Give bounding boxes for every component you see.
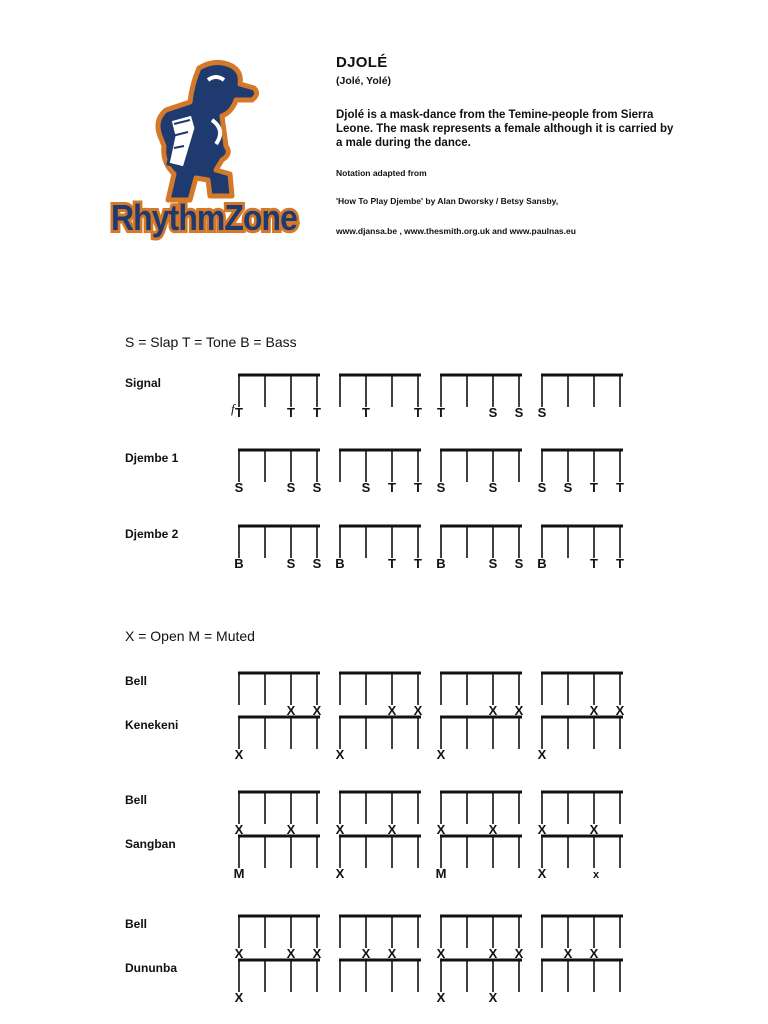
note-stroke: X xyxy=(436,822,446,837)
note-stroke: T xyxy=(616,480,624,495)
note-stroke: X xyxy=(335,866,345,881)
note-stroke: M xyxy=(233,866,245,881)
row-label: Sangban xyxy=(125,837,176,851)
note-stroke: X xyxy=(537,866,547,881)
note-stroke: X xyxy=(537,822,547,837)
note-stroke: X xyxy=(234,946,244,961)
note-stroke: X xyxy=(387,822,397,837)
rhythm-description: Djolé is a mask-dance from the Temine-people from Sierra Leone. The mask represents a female although it is carried by a male during the dance. xyxy=(336,109,674,149)
note-stroke: X xyxy=(286,946,296,961)
note-stroke: B xyxy=(537,556,547,571)
note-stroke: M xyxy=(435,866,447,881)
note-stroke: T xyxy=(362,405,370,420)
note-stroke: X xyxy=(361,946,371,961)
note-stroke: S xyxy=(312,480,322,495)
row-label: Bell xyxy=(125,917,148,931)
note-stroke: B xyxy=(335,556,345,571)
row-label: Djembe 2 xyxy=(125,527,179,541)
note-stroke: T xyxy=(388,556,396,571)
note-stroke: X xyxy=(563,946,573,961)
source-sites: www.djansa.be , www.thesmith.org.uk and www.paulnas.eu xyxy=(336,226,576,236)
note-stroke: S xyxy=(537,405,547,420)
note-stroke: X xyxy=(615,703,625,718)
note-stroke: X xyxy=(234,822,244,837)
note-stroke: X xyxy=(488,822,498,837)
note-stroke: B xyxy=(436,556,446,571)
forte-marker: f xyxy=(231,401,235,416)
note-stroke: X xyxy=(335,822,345,837)
note-stroke: X xyxy=(488,946,498,961)
note-stroke: T xyxy=(616,556,624,571)
row-label: Dununba xyxy=(125,961,177,975)
note-stroke: X xyxy=(436,946,446,961)
note-stroke: T xyxy=(287,405,295,420)
note-stroke: T xyxy=(235,405,243,420)
note-stroke: X xyxy=(335,747,345,762)
notation-note: Notation adapted from xyxy=(336,168,427,178)
note-stroke: T xyxy=(313,405,321,420)
note-stroke: X xyxy=(589,822,599,837)
page-subtitle: (Jolé, Yolé) xyxy=(336,75,392,87)
note-stroke: X xyxy=(436,747,446,762)
note-stroke: S xyxy=(361,480,371,495)
note-stroke: S xyxy=(488,480,498,495)
note-stroke: X xyxy=(436,990,446,1005)
row-label: Bell xyxy=(125,674,148,688)
note-stroke: T xyxy=(414,405,422,420)
legend-dunun: X = Open M = Muted xyxy=(125,628,255,644)
note-stroke: S xyxy=(234,480,244,495)
note-stroke: S xyxy=(286,480,296,495)
note-stroke: X xyxy=(312,946,322,961)
note-stroke: X xyxy=(514,946,524,961)
note-stroke: X xyxy=(589,703,599,718)
note-stroke: S xyxy=(514,556,524,571)
note-stroke: X xyxy=(514,703,524,718)
note-stroke: X xyxy=(589,946,599,961)
page-title: DJOLÉ xyxy=(336,54,388,71)
note-stroke: X xyxy=(286,822,296,837)
note-stroke: X xyxy=(387,946,397,961)
note-stroke: X xyxy=(234,990,244,1005)
note-stroke: X xyxy=(537,747,547,762)
note-stroke: B xyxy=(234,556,244,571)
note-stroke: T xyxy=(590,480,598,495)
note-stroke: S xyxy=(514,405,524,420)
source-credit: 'How To Play Djembe' by Alan Dworsky / Betsy Sansby, xyxy=(336,196,559,206)
note-stroke: T xyxy=(414,480,422,495)
note-stroke: X xyxy=(312,703,322,718)
row-label: Kenekeni xyxy=(125,718,179,732)
note-stroke: S xyxy=(563,480,573,495)
note-stroke: T xyxy=(437,405,445,420)
row-label: Signal xyxy=(125,376,162,390)
note-stroke: X xyxy=(488,703,498,718)
note-stroke: X xyxy=(413,703,423,718)
note-stroke: T xyxy=(414,556,422,571)
note-stroke: x xyxy=(592,869,600,881)
note-stroke: X xyxy=(234,747,244,762)
note-stroke: S xyxy=(436,480,446,495)
note-stroke: S xyxy=(537,480,547,495)
logo-wordmark: RhythmZone xyxy=(111,197,297,238)
note-stroke: T xyxy=(590,556,598,571)
note-stroke: S xyxy=(286,556,296,571)
row-label: Bell xyxy=(125,793,148,807)
note-stroke: X xyxy=(387,703,397,718)
legend-djembe: S = Slap T = Tone B = Bass xyxy=(125,334,297,350)
note-stroke: X xyxy=(286,703,296,718)
note-stroke: S xyxy=(488,556,498,571)
note-stroke: T xyxy=(388,480,396,495)
note-stroke: X xyxy=(488,990,498,1005)
note-stroke: S xyxy=(312,556,322,571)
note-stroke: S xyxy=(488,405,498,420)
row-label: Djembe 1 xyxy=(125,451,179,465)
